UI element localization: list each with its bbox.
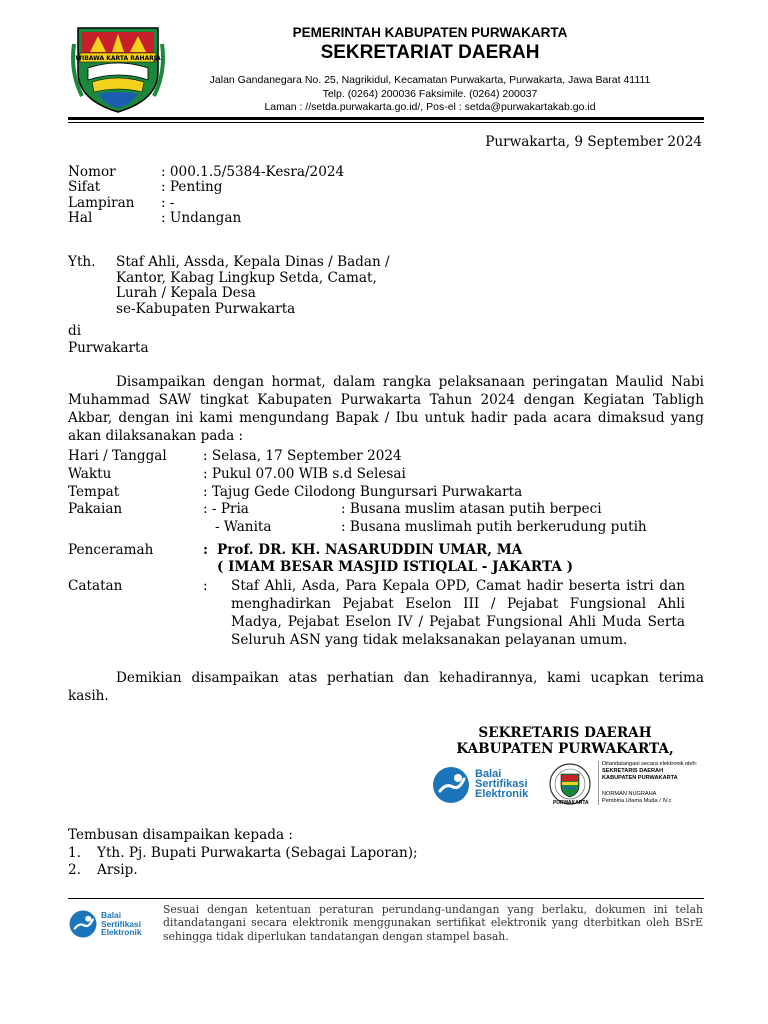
attire-wanita-label: - Wanita: [215, 519, 272, 535]
detail-label: Waktu: [68, 466, 112, 482]
bsre-logo-icon: [431, 765, 471, 805]
closing-paragraph: Demikian disampaikan atas perhatian dan kehadirannya, kami ucapkan terima kasih.: [68, 670, 704, 704]
speaker-name: Prof. DR. KH. NASARUDDIN UMAR, MA: [217, 542, 523, 558]
header-rule-thin: [68, 122, 704, 123]
recipient-line: Kantor, Kabag Lingkup Setda, Camat,: [116, 270, 377, 286]
signature-title-2: KABUPATEN PURWAKARTA,: [456, 741, 674, 757]
attire-pria-value: : Busana muslim atasan putih berpeci: [341, 501, 602, 517]
speaker-label: Penceramah: [68, 542, 154, 558]
attire-wanita-value: : Busana muslimah putih berkerudung putih: [341, 519, 647, 535]
meta-label: Lampiran: [68, 195, 135, 211]
recipient-line: Staf Ahli, Assda, Kepala Dinas / Badan /: [116, 254, 390, 270]
opening-paragraph: Disampaikan dengan hormat, dalam rangka pelaksanaan peringatan Maulid Nabi Muhammad SAW tingkat Kabupaten Purwakarta Tahun 2024 dengan Kegiatan Tabligh Akbar, dengan ini kami mengundang Bapak / Ibu untuk hadir pada acara dimaksud yang akan dilaksanakan pada :: [68, 374, 704, 444]
bsre-line: Balai: [475, 768, 502, 780]
office-phone: Telp. (0264) 200036 Faksimile. (0264) 200037: [322, 88, 538, 100]
meta-label: Hal: [68, 210, 93, 226]
recipient-line: se-Kabupaten Purwakarta: [116, 301, 296, 317]
recipient-line: Lurah / Kepala Desa: [116, 285, 256, 301]
signed-by: Ditandatangani secara elektronik oleh:: [602, 761, 698, 767]
signer-office: SEKRETARIS DAERAH: [602, 768, 664, 774]
detail-value: : Pukul 07.00 WIB s.d Selesai: [203, 466, 406, 482]
speaker-colon: :: [203, 542, 209, 558]
cc-heading: Tembusan disampaikan kepada :: [68, 827, 293, 843]
cc-item-text: Arsip.: [97, 862, 138, 878]
detail-value: : Tajug Gede Cilodong Bungursari Purwakarta: [203, 484, 523, 500]
note-colon: :: [203, 578, 208, 594]
signature-title-1: SEKRETARIS DAERAH: [478, 725, 652, 741]
bsre-line: Sertifikasi: [475, 778, 528, 790]
footer-rule: [68, 898, 704, 899]
office-address: Jalan Gandanegara No. 25, Nagrikidul, Kecamatan Purwakarta, Purwakarta, Jawa Barat 41111: [209, 74, 651, 86]
note-label: Catatan: [68, 578, 123, 594]
note-text: Staf Ahli, Asda, Para Kepala OPD, Camat hadir beserta istri dan menghadirkan Pejabat Eselon III / Pejabat Fungsional Ahli Madya, Pejabat Eselon IV / Pejabat Fungsional Ahli Muda Serta Seluruh ASN yang tidak melaksanakan pelayanan umum.: [231, 578, 685, 648]
cc-item-number: 1.: [68, 845, 81, 861]
regency-logo: [68, 22, 168, 114]
meta-label: Sifat: [68, 179, 101, 195]
meta-value: : -: [161, 195, 175, 211]
footer-bsre-line: Balai: [101, 910, 122, 920]
footer-bsre-line: Elektronik: [101, 927, 142, 938]
office-name: SEKRETARIAT DAERAH: [320, 42, 540, 63]
detail-value: : Selasa, 17 September 2024: [203, 448, 402, 464]
detail-label: Tempat: [68, 484, 120, 500]
footer-note: Sesuai dengan ketentuan peraturan perundang-undangan yang berlaku, dokumen ini telah ditandatangani secara elektronik menggunakan sertifikat elektronik yang dterbitkan oleh BSrE sehingga tidak diperlukan tandatangan dengan stampel basah.: [163, 903, 703, 943]
attire-pria-label: : - Pria: [203, 501, 249, 517]
cc-item-text: Yth. Pj. Bupati Purwakarta (Sebagai Laporan);: [97, 845, 418, 861]
detail-label: Hari / Tanggal: [68, 448, 167, 464]
meta-value: : Penting: [161, 179, 223, 195]
di-label: di: [68, 323, 82, 339]
footer-bsre-line: Sertifikasi: [101, 918, 142, 929]
footer-bsre-text: [101, 911, 142, 937]
svg-text:WIBAWA KARTA RAHARJA: WIBAWA KARTA RAHARJA: [75, 55, 161, 62]
signature-divider: [598, 761, 599, 805]
meta-label: Nomor: [68, 164, 116, 180]
footer-bsre-logo-icon: [68, 909, 98, 939]
place-date: Purwakarta, 9 September 2024: [485, 134, 702, 150]
cc-item-number: 2.: [68, 862, 81, 878]
seal-text: PURWAKARTA: [553, 800, 589, 806]
signer-name: NORMAN NUGRAHA: [602, 791, 657, 797]
meta-value: : 000.1.5/5384-Kesra/2024: [161, 164, 345, 180]
bsre-line: Elektronik: [475, 788, 529, 800]
signer-office: KABUPATEN PURWAKARTA: [602, 775, 678, 781]
meta-value: : Undangan: [161, 210, 242, 226]
office-web: Laman : //setda.purwakarta.go.id/, Pos-el : setda@purwakartakab.go.id: [264, 101, 596, 113]
signer-rank: Pembina Utama Muda / IV.c: [602, 798, 672, 804]
government-name: PEMERINTAH KABUPATEN PURWAKARTA: [292, 25, 568, 40]
header-rule-thick: [68, 117, 704, 120]
city: Purwakarta: [68, 340, 149, 356]
speaker-title: ( IMAM BESAR MASJID ISTIQLAL - JAKARTA ): [217, 559, 574, 575]
yth-label: Yth.: [68, 254, 96, 270]
attire-label: Pakaian: [68, 501, 123, 517]
